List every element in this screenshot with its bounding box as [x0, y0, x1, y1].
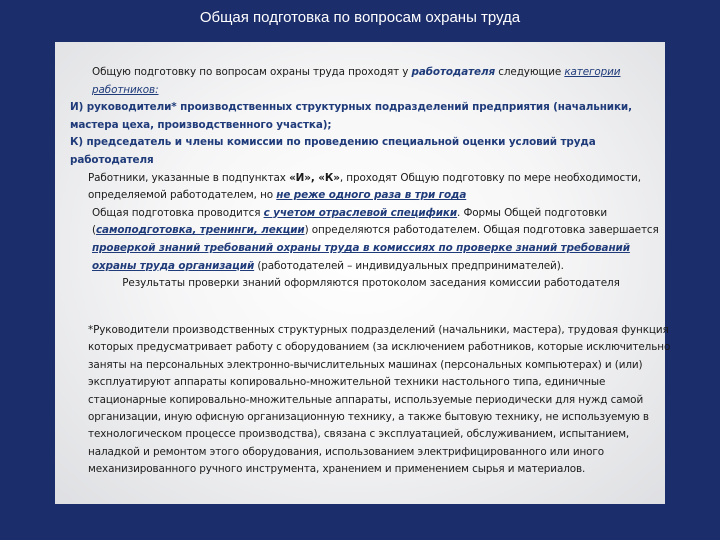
frequency-text-1: Работники, указанные в подпунктах [88, 171, 290, 184]
paragraph-intro [70, 64, 672, 99]
subitems-emphasis: «И», «К» [289, 171, 340, 184]
item-k: К) председатель и члены комиссии по проведению специальной оценки условий труда работодателя [70, 136, 596, 166]
forms-text-1: Общая подготовка проводится [92, 206, 264, 219]
frequency-text-2: , проходят Общую подготовку по мере необходимости, определяемой работодателем, но [88, 171, 641, 202]
footnote [70, 322, 676, 479]
employer-emphasis: работодателя [411, 66, 496, 78]
slide-header [0, 0, 720, 40]
intro-text: Общую подготовку по вопросам охраны труда проходят у [92, 66, 412, 78]
paragraph-frequency [70, 170, 672, 205]
paragraph-results: Результаты проверки знаний оформляются протоколом заседания комиссии работодателя [122, 277, 620, 290]
slide-title: Общая подготовка по вопросам охраны труда [199, 9, 521, 26]
footnote-text: *Руководители производственных структурных подразделений (начальники, мастера), трудовая функция которых предусматривает работу с оборудованием (за исключением работников, которые исключительно заняты на персональных электронно-вычислительных машинах (персональных компьютерах) и (или) эксплуатируют аппараты копировально-множительной техники настольного типа, единичные стационарные копировально-множительные аппараты, используемые периодически для нужд самой организации, иную офисную организационную технику, а также бытовую технику, не используемую в технологическом процессе производства), связана с эксплуатацией, обслуживанием, испытанием, наладкой и ремонтом этого оборудования, использованием электрифицированного или иного механизированного ручного инструмента, хранением и применением сырья и материалов. [88, 324, 671, 476]
forms-text-2: . Формы Общей подготовки ( [92, 206, 608, 237]
paragraph-forms [70, 205, 672, 275]
forms-list-link[interactable]: самоподготовка, тренинги, лекции [95, 224, 305, 237]
knowledge-check-link[interactable]: проверкой знаний требований охраны труда в комиссиях по проверке знаний требований охраны труда организаций [92, 241, 630, 272]
item-i: И) руководители* производственных структурных подразделений предприятия (начальники, мастера цеха, производственного участка); [70, 101, 632, 131]
forms-text-4: (работодателей – индивидуальных предпринимателей). [254, 259, 564, 272]
industry-specifics-link[interactable]: с учетом отраслевой специфики [263, 206, 458, 219]
forms-text-3: ) определяются работодателем. Общая подготовка завершается [304, 224, 659, 237]
intro-text-2: следующие [495, 66, 565, 78]
main-text [70, 64, 672, 293]
worker-categories-link[interactable]: категории работников: [92, 66, 621, 96]
slide-footer [0, 504, 720, 540]
three-years-link[interactable]: не реже одного раза в три года [276, 189, 467, 202]
